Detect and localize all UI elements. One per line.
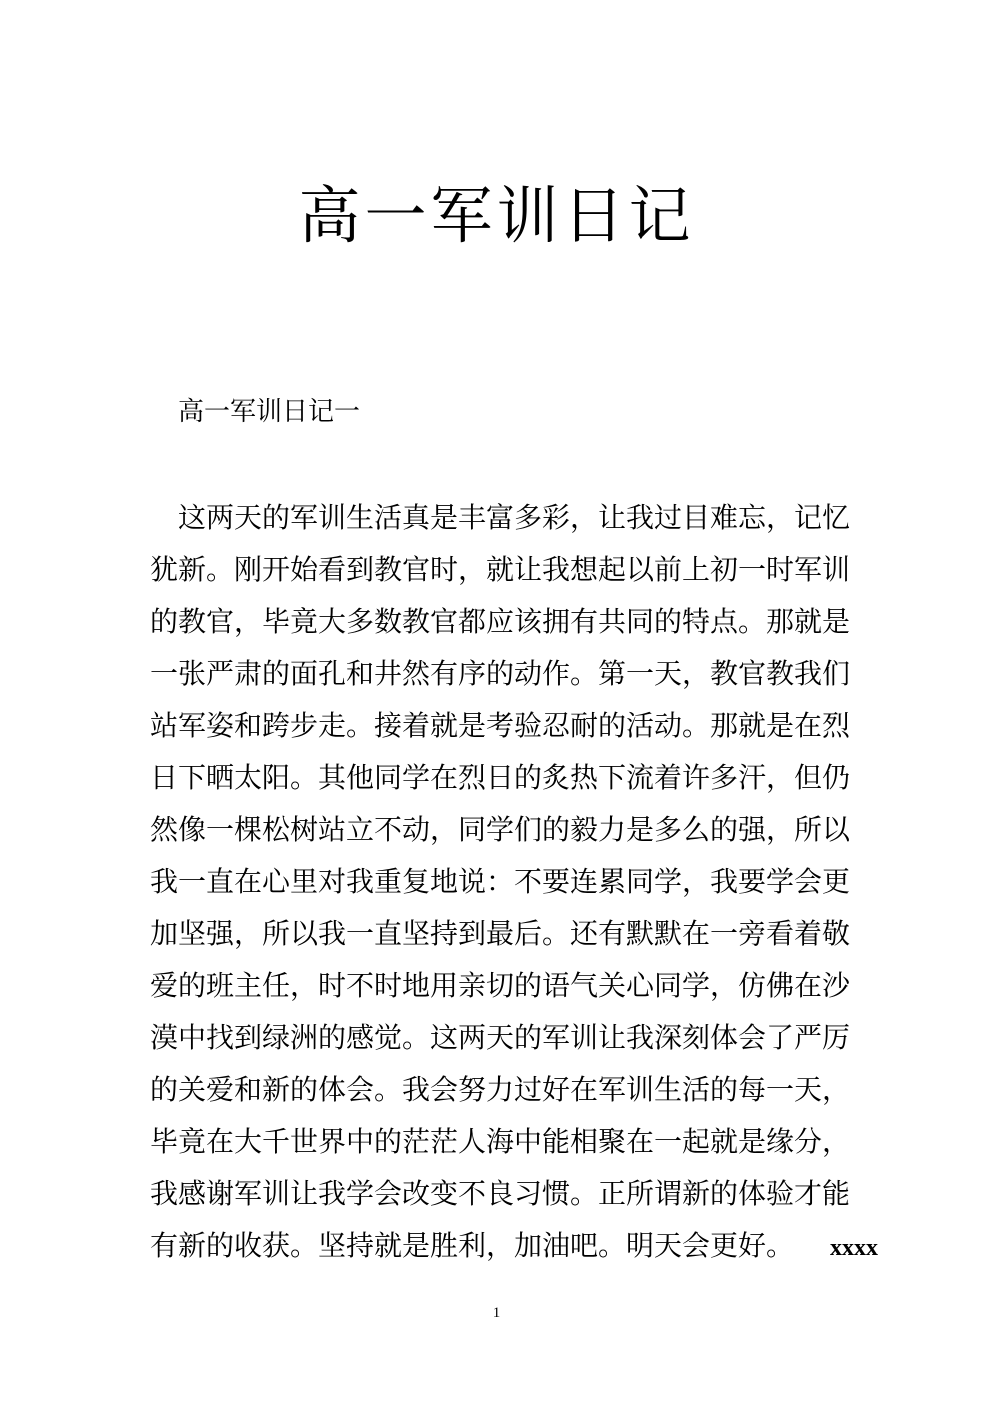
body-line: 的关爱和新的体会。我会努力过好在军训生活的每一天， bbox=[150, 1073, 851, 1106]
section-heading: 高一军训日记一 bbox=[178, 397, 361, 427]
body-line: 加坚强，所以我一直坚持到最后。还有默默在一旁看着敬 bbox=[150, 917, 851, 950]
document-title: 高一军训日记 bbox=[298, 179, 695, 252]
body-line: 爱的班主任，时不时地用亲切的语气关心同学，仿佛在沙 bbox=[150, 969, 851, 1002]
body-line: 毕竟在大千世界中的茫茫人海中能相聚在一起就是缘分， bbox=[150, 1125, 851, 1158]
body-line: 我感谢军训让我学会改变不良习惯。正所谓新的体验才能 bbox=[150, 1177, 851, 1210]
body-line: 站军姿和跨步走。接着就是考验忍耐的活动。那就是在烈 bbox=[150, 709, 851, 742]
body-line: 犹新。刚开始看到教官时，就让我想起以前上初一时军训 bbox=[150, 553, 851, 586]
body-line: 一张严肃的面孔和井然有序的动作。第一天，教官教我们 bbox=[150, 657, 851, 690]
signature: xxxx bbox=[830, 1235, 879, 1261]
body-line-text: 有新的收获。坚持就是胜利，加油吧。明天会更好。 bbox=[150, 1229, 795, 1262]
body-line: 然像一棵松树站立不动，同学们的毅力是多么的强，所以 bbox=[150, 813, 851, 846]
body-line: 这两天的军训生活真是丰富多彩，让我过目难忘，记忆 bbox=[178, 501, 851, 534]
body-line-last bbox=[150, 1226, 879, 1278]
page-number: 1 bbox=[492, 1305, 501, 1321]
body-line: 的教官，毕竟大多数教官都应该拥有共同的特点。那就是 bbox=[150, 605, 851, 638]
body-line: 我一直在心里对我重复地说：不要连累同学，我要学会更 bbox=[150, 865, 851, 898]
body-line: 漠中找到绿洲的感觉。这两天的军训让我深刻体会了严厉 bbox=[150, 1021, 851, 1054]
body-paragraph bbox=[150, 498, 879, 1278]
body-line: 日下晒太阳。其他同学在烈日的炙热下流着许多汗，但仍 bbox=[150, 761, 851, 794]
